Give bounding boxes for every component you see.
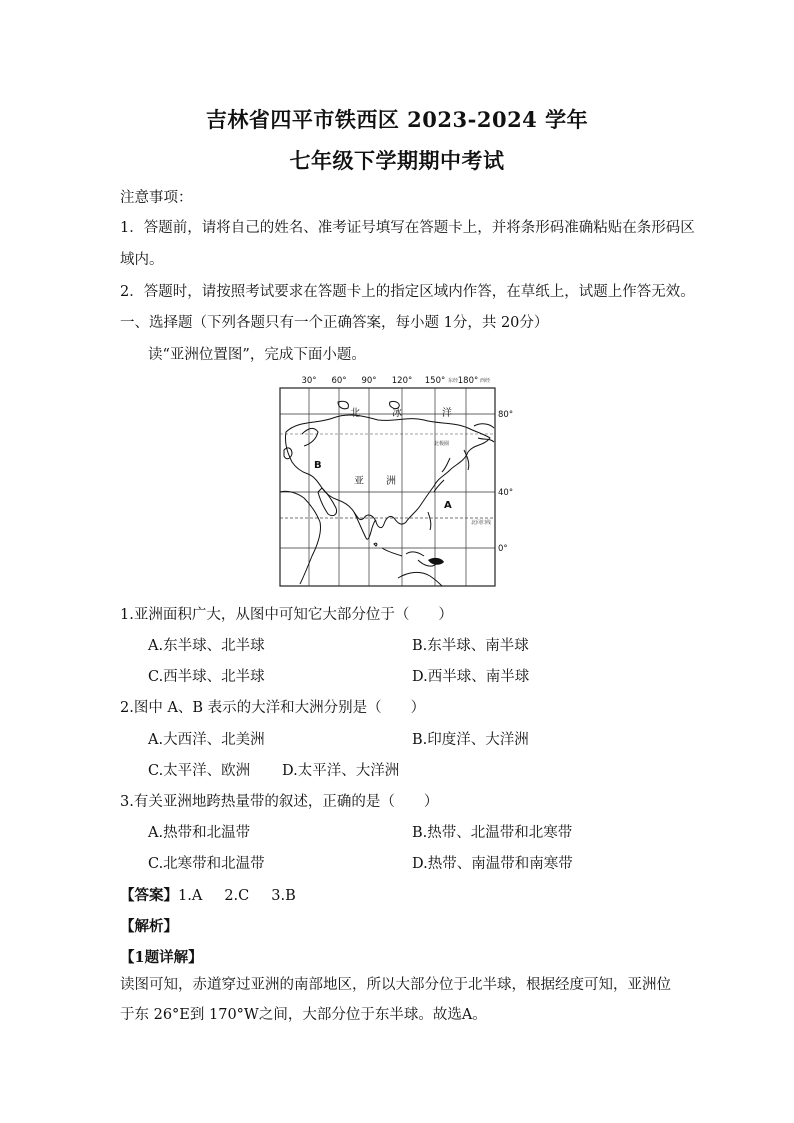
lat-label-40: 40°	[498, 488, 514, 498]
answer-line	[120, 884, 296, 905]
question-3-option-a: A.热带和北温带	[148, 825, 251, 841]
lat-label-0: 0°	[498, 544, 508, 554]
answer-3: 3.B	[271, 888, 296, 904]
lon-label-150: 150°	[424, 376, 446, 386]
section1-heading: 一、选择题（下列各题只有一个正确答案，每小题 1分，共 20分）	[120, 315, 549, 331]
question-1-option-b: B.东半球、南半球	[412, 638, 529, 654]
question-3-option-c: C.北寒带和北温带	[148, 856, 265, 872]
question-2-option-a: A.大西洋、北美洲	[148, 732, 265, 748]
ocean-char-2: 冰	[392, 408, 402, 419]
answer-label: 【答案】	[120, 887, 178, 904]
lon-label-30: 30°	[301, 376, 317, 386]
analysis-sub-label: 【1题详解】	[120, 949, 203, 966]
answer-1: 1.A	[178, 888, 203, 904]
lon-label-60: 60°	[331, 376, 347, 386]
question-2-option-d: D.太平洋、大洋洲	[282, 763, 400, 779]
question-1-option-d: D.西半球、南半球	[412, 669, 530, 685]
question-2-option-c: C.太平洋、欧洲	[148, 763, 251, 779]
note-item1-line2: 域内。	[120, 252, 164, 268]
question-2-option-b: B.印度洋、大洋洲	[412, 732, 529, 748]
lon-west-label: 西经	[480, 378, 491, 384]
arctic-circle-label: 北极圈	[434, 441, 450, 447]
lon-label-90: 90°	[361, 376, 377, 386]
ocean-char-1: 北	[350, 408, 360, 419]
ocean-char-3: 洋	[442, 408, 452, 419]
analysis-label: 【解析】	[120, 918, 178, 935]
lon-label-120: 120°	[391, 376, 413, 386]
map-letter-b: B	[314, 460, 322, 471]
tropic-label: 北回归线	[471, 520, 492, 526]
page-title-line2: 七年级下学期期中考试	[289, 148, 505, 173]
question-2-stem: 2.图中 A、B 表示的大洋和大洲分别是（ ）	[120, 700, 426, 716]
section1-intro: 读“亚洲位置图”，完成下面小题。	[148, 347, 366, 363]
question-3-stem: 3.有关亚洲地跨热量带的叙述，正确的是（ ）	[120, 794, 439, 810]
lon-east-label: 东经	[448, 378, 459, 384]
lat-label-80: 80°	[498, 410, 514, 420]
map-letter-a: A	[444, 500, 452, 511]
notes-heading: 注意事项：	[120, 190, 193, 206]
question-3-option-b: B.热带、北温带和北寒带	[412, 825, 573, 841]
continent-char-2: 洲	[386, 476, 396, 487]
note-item2: 2．答题时，请按照考试要求在答题卡上的指定区域内作答，在草纸上，试题上作答无效。	[120, 284, 695, 300]
lon-label-180: 180°	[457, 376, 479, 386]
page-title-line1: 吉林省四平市铁西区 2023-2024 学年	[205, 107, 589, 132]
analysis-text: 读图可知，赤道穿过亚洲的南部地区，所以大部分位于北半球，根据经度可知，亚洲位于东 26°E到 170°W之间，大部分位于东半球。故选A。	[120, 977, 671, 1023]
note-item1-line1: 1．答题前，请将自己的姓名、准考证号填写在答题卡上，并将条形码准确粘贴在条形码区	[120, 220, 695, 236]
continent-char-1: 亚	[354, 476, 364, 487]
question-3-option-d: D.热带、南温带和南寒带	[412, 856, 573, 872]
answer-2: 2.C	[224, 888, 250, 904]
question-1-stem: 1.亚洲面积广大，从图中可知它大部分位于（ ）	[120, 607, 453, 623]
question-1-option-a: A.东半球、北半球	[148, 638, 265, 654]
asia-location-map	[278, 372, 518, 590]
question-1-option-c: C.西半球、北半球	[148, 669, 265, 685]
